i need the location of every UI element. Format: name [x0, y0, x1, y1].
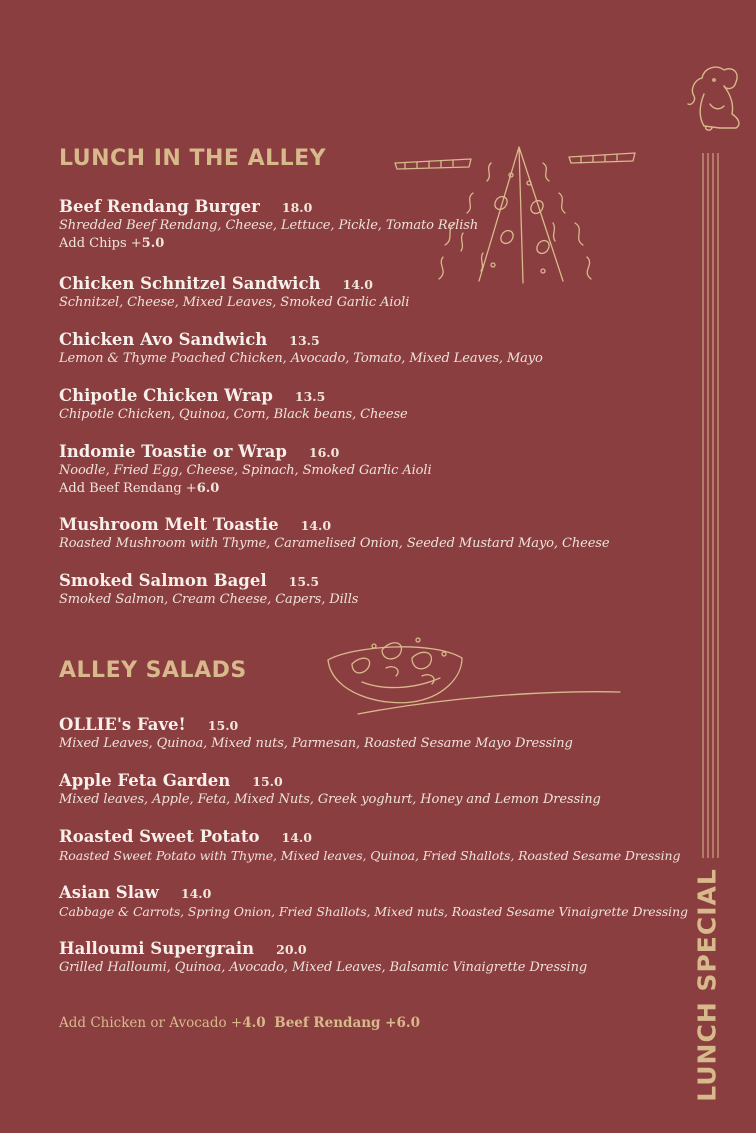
item-name: Apple Feta Garden	[59, 771, 231, 790]
item-description: Chipotle Chicken, Quinoa, Corn, Black beans, Cheese	[59, 407, 408, 422]
item-description: Shredded Beef Rendang, Cheese, Lettuce, Pickle, Tomato Relish	[59, 218, 479, 233]
item-description: Grilled Halloumi, Quinoa, Avocado, Mixed Leaves, Balsamic Vinaigrette Dressing	[59, 960, 588, 975]
menu-item-smoked-salmon-bagel	[59, 571, 679, 607]
item-name: Chipotle Chicken Wrap	[59, 386, 273, 405]
item-price: 16.0	[308, 445, 340, 460]
salad-addons-note: Add Chicken or Avocado +4.0 Beef Rendang +6.0	[59, 1015, 420, 1031]
elephant-mascot-icon	[680, 60, 746, 134]
item-price: 15.0	[207, 718, 239, 733]
item-name: Asian Slaw	[59, 883, 159, 902]
menu-item-apple-feta-garden	[59, 771, 679, 807]
vertical-divider-lines	[700, 153, 722, 858]
item-description: Lemon & Thyme Poached Chicken, Avocado, Tomato, Mixed Leaves, Mayo	[59, 351, 543, 366]
item-price: 13.5	[289, 333, 320, 348]
lunch-special-side-label: LUNCH SPECIAL	[692, 868, 722, 1102]
item-description: Cabbage & Carrots, Spring Onion, Fried Shallots, Mixed nuts, Roasted Sesame Vinaigrette Dressing	[59, 904, 688, 919]
item-name: Mushroom Melt Toastie	[59, 515, 279, 534]
menu-item-chicken-schnitzel-sandwich	[59, 274, 679, 310]
item-description: Roasted Mushroom with Thyme, Caramelised Onion, Seeded Mustard Mayo, Cheese	[59, 536, 610, 551]
menu-item-ollies-fave	[59, 715, 679, 751]
item-price: 20.0	[276, 942, 307, 957]
item-description: Mixed Leaves, Quinoa, Mixed nuts, Parmesan, Roasted Sesame Mayo Dressing	[59, 736, 573, 751]
item-name: Indomie Toastie or Wrap	[59, 442, 287, 461]
item-name: Chicken Avo Sandwich	[59, 330, 268, 349]
menu-item-roasted-sweet-potato	[59, 827, 679, 863]
salads-section-title: ALLEY SALADS	[59, 658, 247, 683]
menu-item-chicken-avo-sandwich	[59, 330, 679, 366]
item-addon: Add Chips +5.0	[59, 236, 165, 251]
item-price: 14.0	[180, 886, 212, 901]
item-price: 14.0	[281, 830, 312, 845]
item-name: Roasted Sweet Potato	[59, 827, 260, 846]
item-price: 13.5	[294, 389, 326, 404]
item-price: 15.0	[252, 774, 283, 789]
item-price: 14.0	[300, 518, 332, 533]
menu-item-chipotle-chicken-wrap	[59, 386, 679, 422]
item-price: 14.0	[342, 277, 373, 292]
menu-item-indomie-toastie-or-wrap	[59, 442, 679, 496]
item-name: Halloumi Supergrain	[59, 939, 255, 958]
item-description: Noodle, Fried Egg, Cheese, Spinach, Smoked Garlic Aioli	[59, 463, 432, 478]
menu-item-asian-slaw	[59, 883, 688, 919]
menu-item-mushroom-melt-toastie	[59, 515, 679, 551]
menu-item-beef-rendang-burger	[59, 197, 679, 251]
lunch-section-title: LUNCH IN THE ALLEY	[59, 146, 327, 171]
item-name: OLLIE's Fave!	[59, 715, 186, 734]
item-name: Chicken Schnitzel Sandwich	[59, 274, 321, 293]
menu-item-halloumi-supergrain	[59, 939, 679, 975]
item-description: Smoked Salmon, Cream Cheese, Capers, Dills	[59, 592, 359, 607]
item-description: Roasted Sweet Potato with Thyme, Mixed leaves, Quinoa, Fried Shallots, Roasted Sesame Dressing	[59, 848, 681, 863]
item-description: Schnitzel, Cheese, Mixed Leaves, Smoked Garlic Aioli	[59, 295, 410, 310]
item-description: Mixed leaves, Apple, Feta, Mixed Nuts, Greek yoghurt, Honey and Lemon Dressing	[59, 792, 601, 807]
item-addon: Add Beef Rendang +6.0	[59, 481, 220, 496]
item-name: Smoked Salmon Bagel	[59, 571, 267, 590]
item-price: 18.0	[281, 200, 313, 215]
salad-bowl-illustration	[322, 624, 622, 722]
item-name: Beef Rendang Burger	[59, 197, 260, 216]
item-price: 15.5	[288, 574, 320, 589]
